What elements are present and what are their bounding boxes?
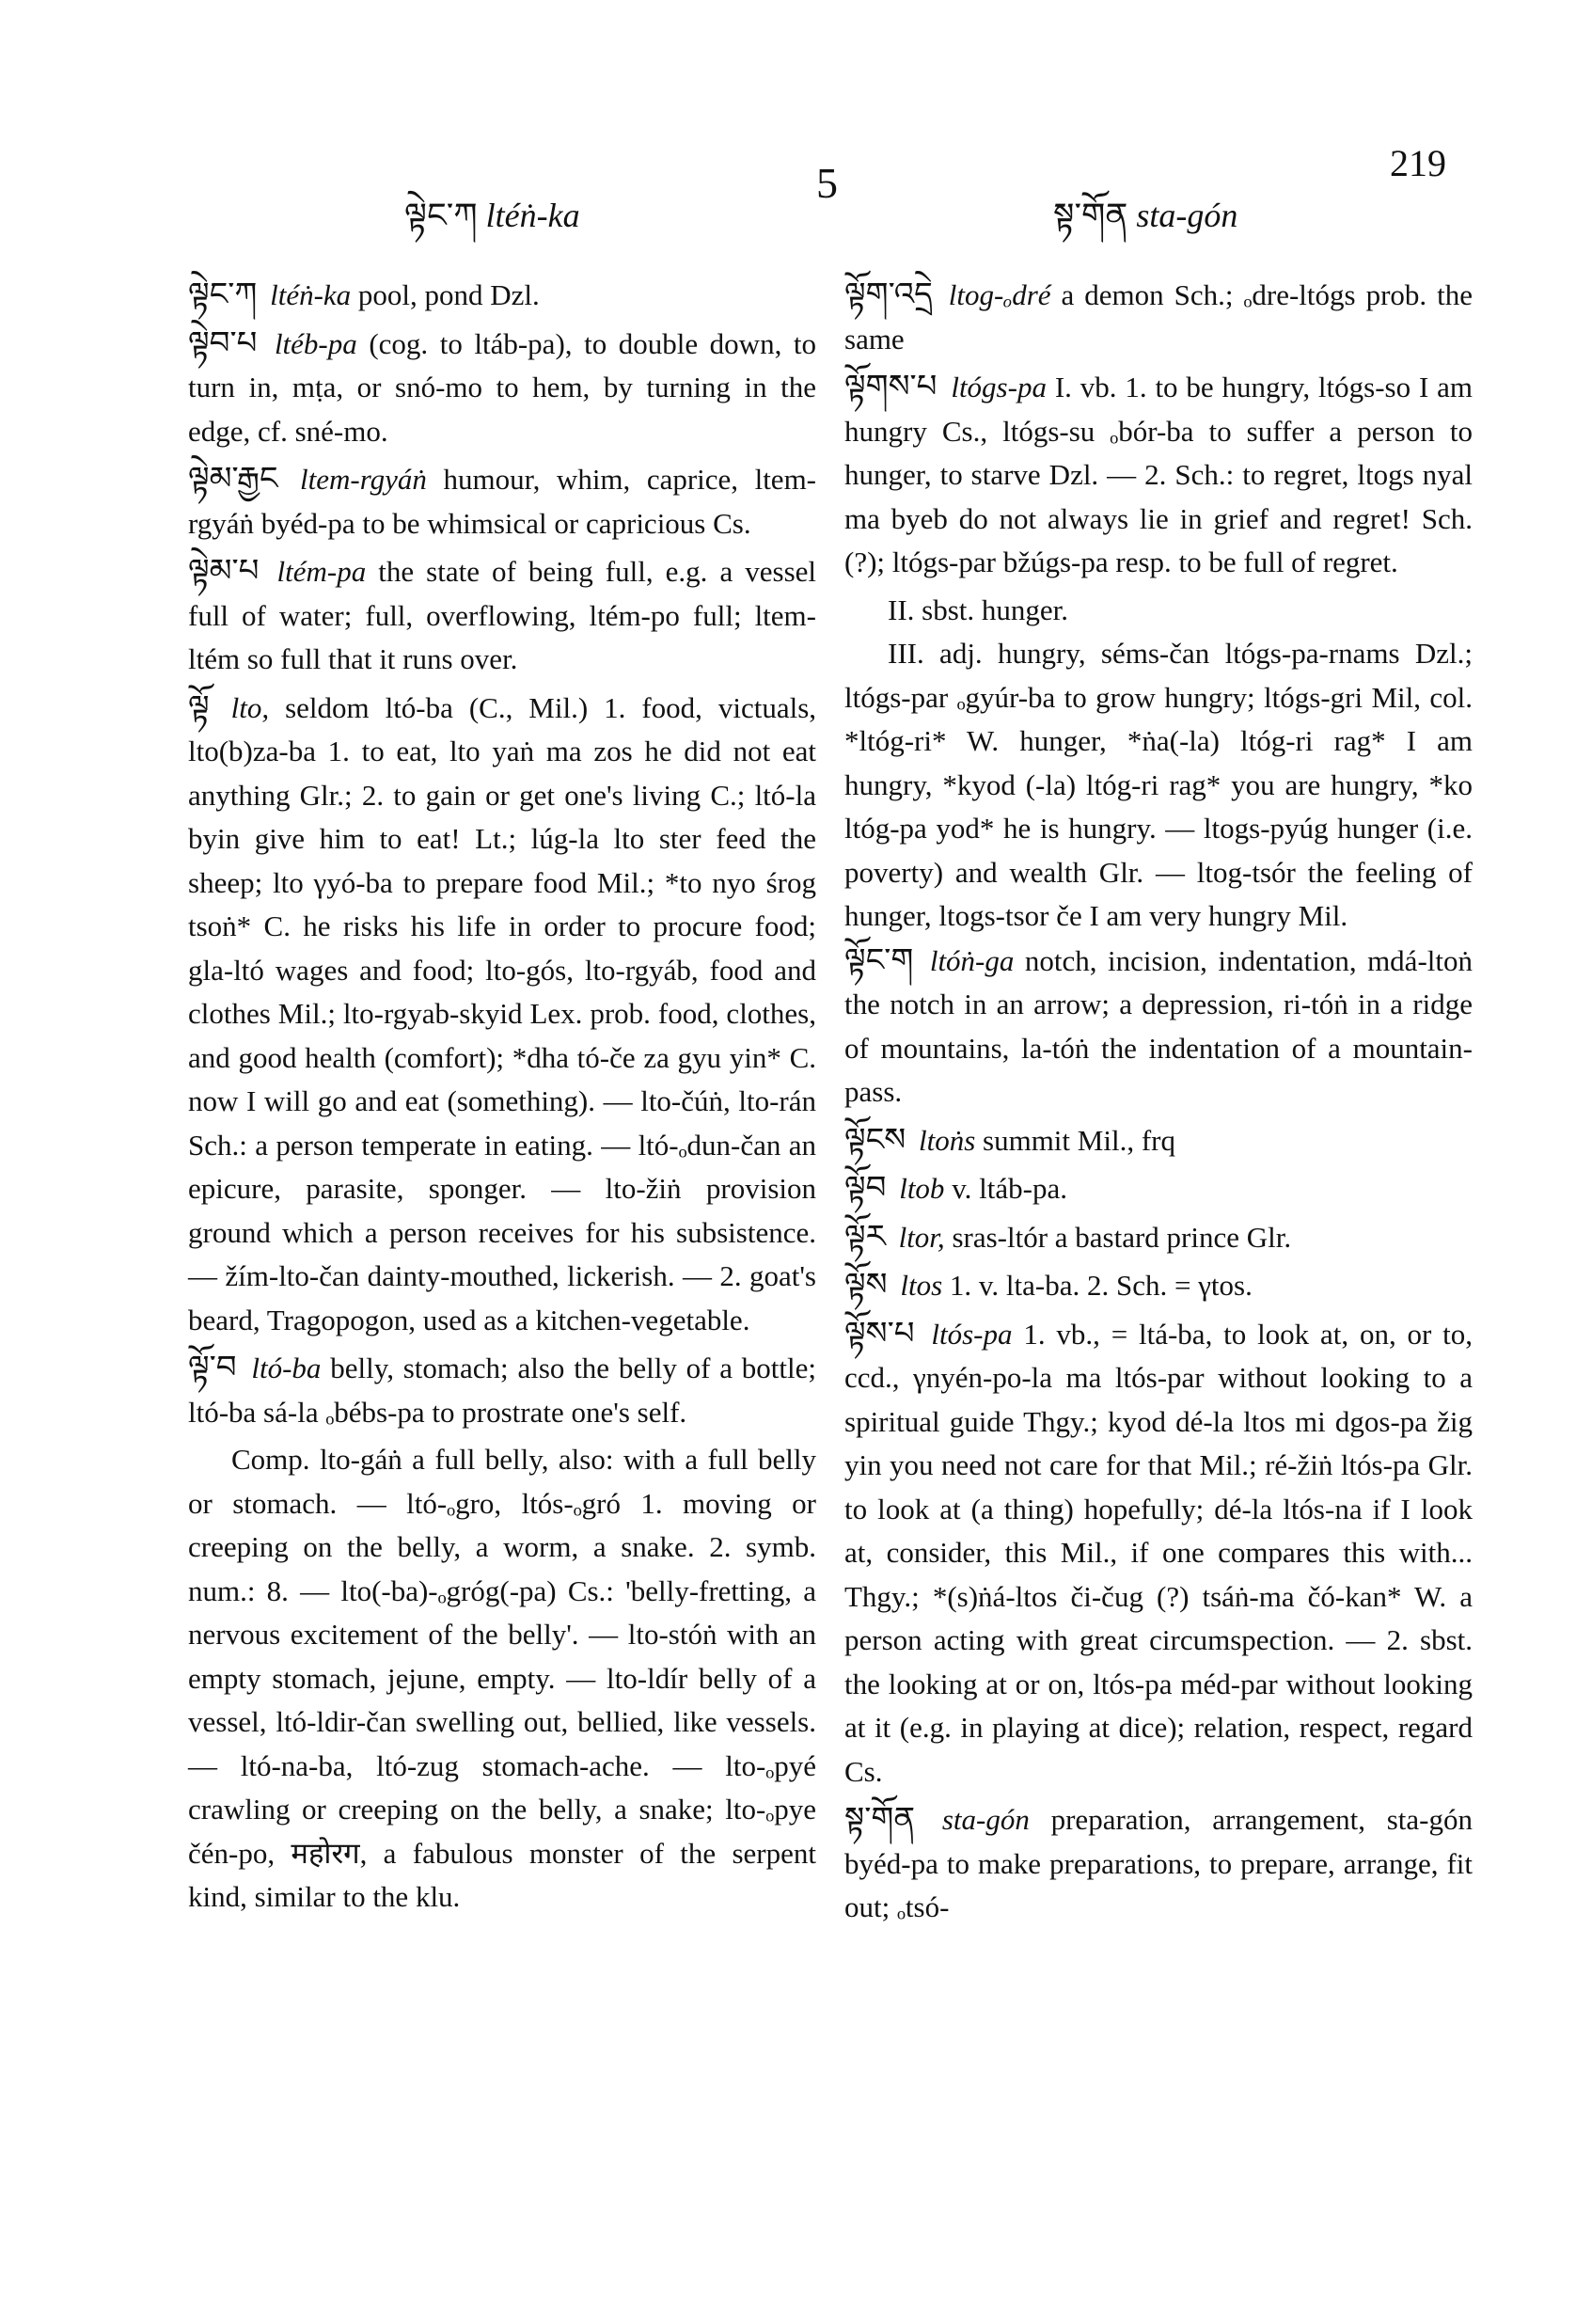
headword-translit: ltog-ₒdré xyxy=(948,278,1051,311)
entry-definition: II. sbst. hunger. xyxy=(888,593,1069,626)
headword-translit: ltoṅs xyxy=(918,1123,976,1157)
headword-tibetan: ལྟེམ་པ xyxy=(188,552,260,590)
entry-definition: v. ltáb-pa. xyxy=(952,1172,1067,1205)
headword-translit: ltós-pa xyxy=(931,1317,1013,1351)
entry-definition: the state of being full, e.g. a vessel full of water; full, overflowing, ltém-po full; ltem-ltém so full that it runs over. xyxy=(188,555,817,675)
entry-definition: preparation, arrangement, sta-gón byéd-pa to make preparations, to prepare, arrange, fit out; ₒtsó- xyxy=(844,1803,1474,1923)
running-head-right-tibetan: སྟ་གོན xyxy=(1053,197,1128,235)
entry-definition: humour, whim, caprice, ltem-rgyáṅ byéd-pa to be whimsical or capricious Cs. xyxy=(188,463,816,540)
entry-definition: a demon Sch.; ₒdre-ltógs prob. the same xyxy=(844,278,1473,356)
headword-tibetan: ལྟོ xyxy=(188,688,210,726)
entry-definition: I. vb. 1. to be hungry, ltógs-so I am hungry Cs., ltógs-su ₒbór-ba to suffer a person to hunger, to starve Dzl. — 2. Sch.: to regret, ltogs nyal ma byeb do not always lie in grief and regret! Sch.(?); ltógs-par bžúgs-pa resp. to be full of regret. xyxy=(844,371,1474,578)
entry-ltog-dre xyxy=(844,273,1473,361)
entry-ltos-pa xyxy=(844,1312,1473,1794)
headword-tibetan: སྟ་གོན xyxy=(844,1800,916,1838)
entry-lto-ba xyxy=(188,1346,816,1434)
entry-lteb-pa xyxy=(188,322,816,454)
headword-tibetan: ལྟོགས་པ xyxy=(844,368,938,405)
running-head-left-tibetan: ལྟེང་ཀ xyxy=(404,197,478,235)
headword-translit: ltém-pa xyxy=(276,555,367,588)
headword-translit: ltos xyxy=(900,1269,943,1302)
entry-ltogs-pa-sbst xyxy=(844,589,1473,633)
entry-lto xyxy=(188,686,816,1343)
headword-tibetan: ལྟོ་བ xyxy=(188,1349,237,1386)
headword-tibetan: ལྟོག་འདྲེ xyxy=(844,276,933,313)
page-number: 219 xyxy=(1390,142,1446,184)
headword-tibetan: ལྟེང་ཀ xyxy=(188,276,258,313)
entry-definition: III. adj. hungry, séms-čan ltógs-pa-rnams Dzl.; ltógs-par ₒgyúr-ba to grow hungry; ltógs-gri Mil, col. *ltóg-ri* W. hunger, *ṅa(-la) ltóg-ri rag* I am hungry, *kyod (-la) ltóg-ri rag* you are hungry, *ko ltóg-pa yod* he is hungry. — ltogs-pyúg hunger (i.e. poverty) and wealth Glr. — ltog-tsór the feeling of hunger, ltogs-tsor če I am very hungry Mil. xyxy=(844,637,1473,932)
left-column xyxy=(188,273,816,1920)
entry-definition: (cog. to ltáb-pa), to double down, to turn in, mṭa, or snó-mo to hem, by turning in the edge, cf. sné-mo. xyxy=(188,326,816,448)
entry-definition: Comp. lto-gáṅ a full belly, also: with a full belly or stomach. — ltó-ₒgro, ltós-ₒgró 1. moving or creeping on the belly, a worm, a snake. 2. symb. num.: 8. — lto(-ba)-ₒgróg(-pa) Cs.: 'belly-fretting, a nervous excitement of the belly'. — lto-stóṅ with an empty stomach, jejune, empty. — lto-ldír belly of a vessel, ltó-ldir-čan swelling out, bellied, like vessels. — ltó-na-ba, ltó-zug stomach-ache. — lto-ₒpyé crawling or creeping on the belly, a snake; lto-ₒpye čén-po, महोरग, a fabulous monster of the serpent kind, similar to the klu. xyxy=(188,1443,816,1913)
entry-definition: notch, incision, indentation, mdá-ltoṅ the notch in an arrow; a depression, ri-tóṅ in a ridge of mountains, la-tóṅ the indentation of a mountain-pass. xyxy=(844,943,1473,1108)
entry-ltogs-pa-adj xyxy=(844,632,1473,939)
entry-ltons xyxy=(844,1118,1473,1163)
entry-definition: pool, pond Dzl. xyxy=(357,278,540,311)
entry-lton-ga xyxy=(844,939,1473,1115)
headword-translit: ltó-ba xyxy=(251,1352,322,1384)
running-head-right xyxy=(1053,177,1237,273)
entry-lto-ba-compounds xyxy=(188,1438,816,1920)
entry-ltem-pa xyxy=(188,549,816,682)
entry-ltos xyxy=(844,1263,1473,1308)
entry-definition: summit Mil., frq xyxy=(983,1123,1175,1157)
headword-tibetan: ལྟོས་པ xyxy=(844,1314,915,1352)
headword-translit: ltob xyxy=(899,1172,945,1205)
headword-tibetan: ལྟོངས xyxy=(844,1120,906,1159)
headword-tibetan: ལྟེབ་པ xyxy=(188,324,258,362)
headword-tibetan: ལྟོས xyxy=(844,1266,888,1304)
entry-ltem-rgyan xyxy=(188,457,816,545)
headword-translit: ltéb-pa xyxy=(274,326,357,360)
entry-definition: 1. v. lta-ba. 2. Sch. = γtos. xyxy=(949,1269,1253,1302)
headword-translit: ltor, xyxy=(898,1220,945,1254)
entry-lten-ka xyxy=(188,273,816,318)
entry-ltor xyxy=(844,1215,1473,1260)
entry-ltob xyxy=(844,1166,1473,1211)
entry-definition: belly, stomach; also the belly of a bottle; ltó-ba sá-la ₒbébs-pa to prostrate one's self. xyxy=(188,1352,817,1429)
entry-definition: seldom ltó-ba (C., Mil.) 1. food, victuals, lto(b)za-ba 1. to eat, lto yaṅ ma zos he did not eat anything Glr.; 2. to gain or get one's living C.; ltó-la byin give him to eat! Lt.; lúg-la lto ster feed the sheep; lto γyó-ba to prepare food Mil.; *to nyo śrog tsoṅ* C. he risks his life in order to procure food; gla-ltó wages and food; lto-gós, lto-rgyáb, food and clothes Mil.; lto-rgyab-skyid Lex. prob. food, clothes, and good health (comfort); *dha tó-če za gyu yin* C. now I will go and eat (something). — lto-čúṅ, lto-rán Sch.: a person temperate in eating. — ltó-ₒdun-čan an epicure, parasite, sponger. — lto-žiṅ provision ground which a person receives for his subsistence. — žím-lto-čan dainty-mouthed, lickerish. — 2. goat's beard, Tragopogon, used as a kitchen-vegetable. xyxy=(188,690,817,1336)
headword-translit: ltéṅ-ka xyxy=(270,278,352,311)
headword-tibetan: ལྟོང་ག xyxy=(844,941,914,979)
entry-definition: 1. vb., = ltá-ba, to look at, on, or to, ccd., γnyén-po-la ma ltós-par without looking to a spiritual guide Thgy.; kyod dé-la ltos mi dgos-pa žig yin you need not care for that Mil.; ré-žiṅ ltós-pa Glr. to look at (a thing) hopefully; dé-la ltós-na if I look at, consider, this Mil., if one compares this with... Thgy.; *(s)ṅá-ltos či-čug (?) tsáṅ-ma čó-kan* W. a person acting with great circumspection. — 2. sbst. the looking at or on, ltós-pa méd-par without looking at it (e.g. in playing at dice); relation, respect, regard Cs. xyxy=(844,1317,1474,1788)
entry-sta-gon xyxy=(844,1797,1473,1930)
headword-tibetan: ལྟོར xyxy=(844,1217,886,1256)
signature-mark: 5 xyxy=(816,159,838,207)
headword-translit: ltóṅ-ga xyxy=(929,943,1015,977)
headword-tibetan: ལྟེམ་རྒྱང xyxy=(188,460,278,498)
running-head-left-translit: ltéṅ-ka xyxy=(485,197,580,234)
headword-translit: lto, xyxy=(230,690,270,724)
headword-translit: ltem-rgyáṅ xyxy=(300,463,427,496)
entry-ltogs-pa xyxy=(844,365,1473,585)
headword-tibetan: ལྟོབ xyxy=(844,1169,887,1207)
page-header xyxy=(0,141,1576,235)
running-head-right-translit: sta-gón xyxy=(1136,197,1238,234)
right-column xyxy=(844,273,1473,1934)
running-head-left xyxy=(404,177,580,273)
entry-definition: sras-ltór a bastard prince Glr. xyxy=(952,1220,1292,1254)
headword-translit: ltógs-pa xyxy=(951,371,1047,403)
headword-translit: sta-gón xyxy=(941,1803,1030,1836)
